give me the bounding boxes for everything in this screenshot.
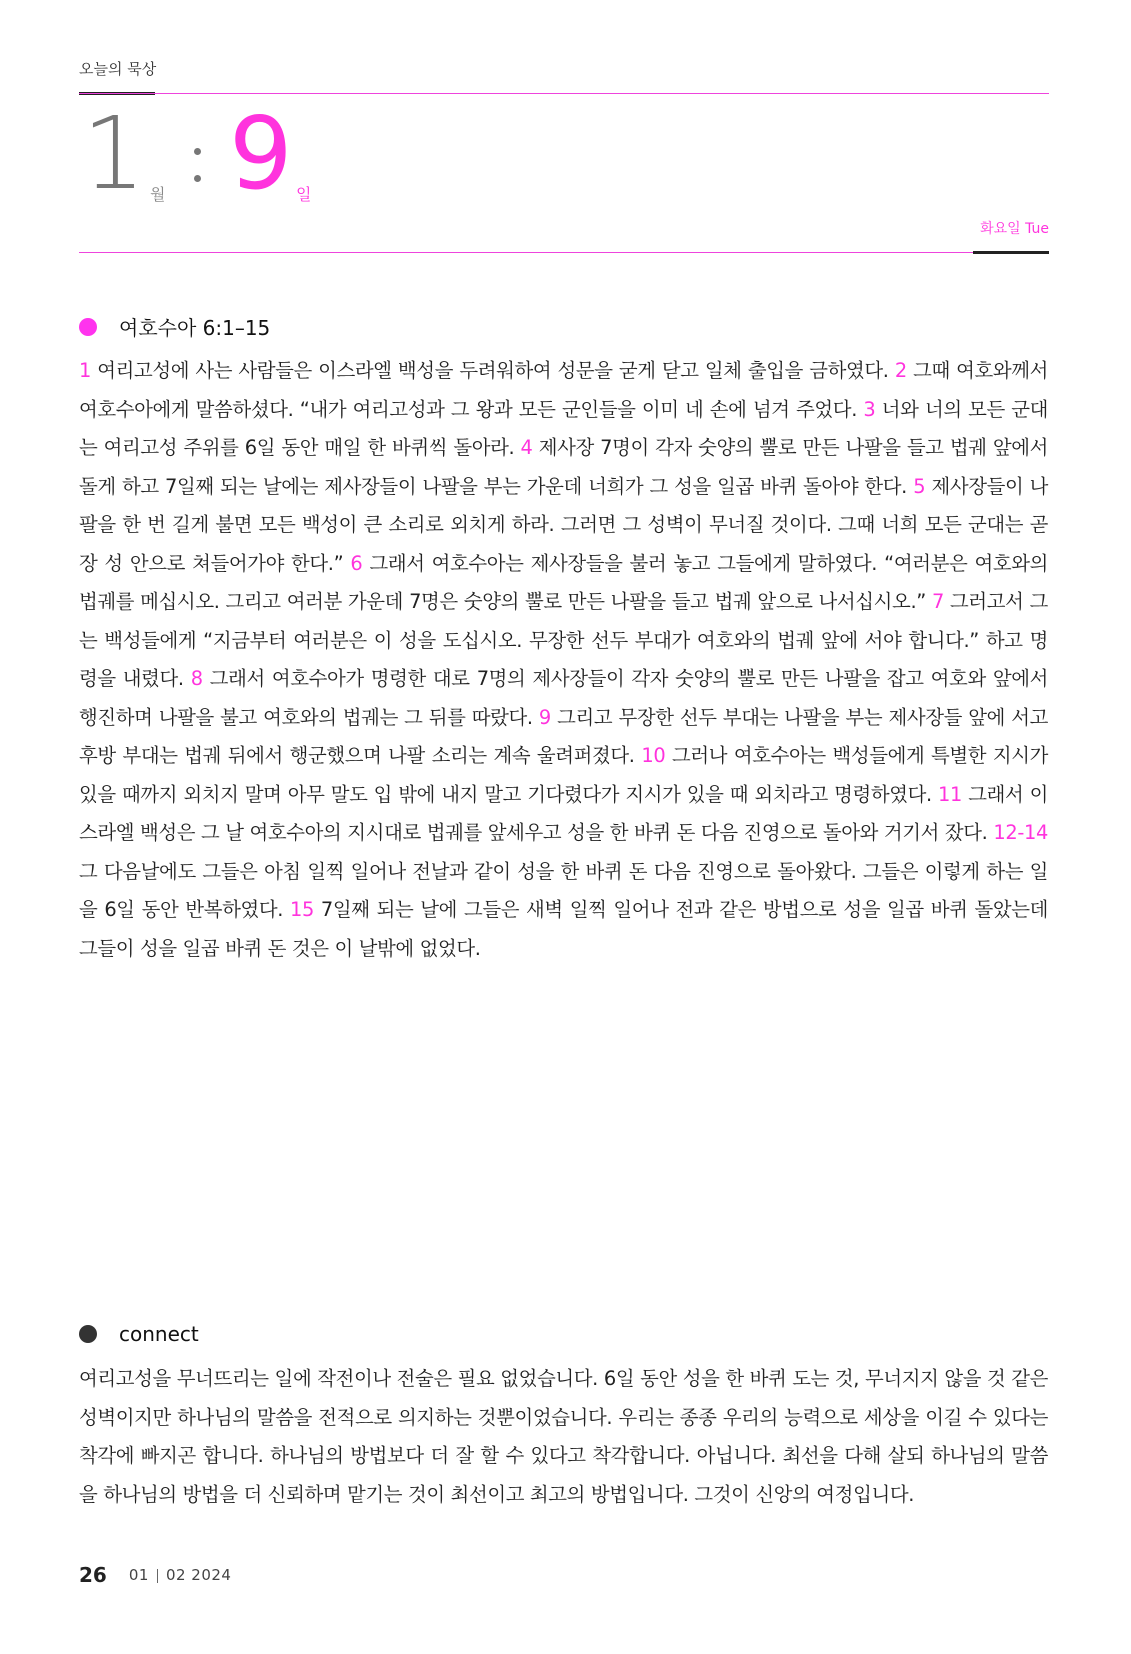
connect-heading — [79, 1322, 199, 1346]
bullet-icon — [79, 1325, 97, 1343]
verse-text: 그래서 여호수아가 명령한 대로 7명의 제사장들이 각자 숫양의 뿔로 만든 나팔을 잡고 여호와 앞에서 행진하며 나팔을 불고 여호와의 법궤는 그 뒤를 따랐다. — [79, 667, 1048, 729]
issue-divider — [157, 1569, 158, 1583]
section-label: 오늘의 묵상 — [79, 60, 157, 78]
verse-number: 9 — [538, 705, 551, 729]
verse-text: 그러고서 그는 백성들에게 “지금부터 여러분은 이 성을 도십시오. 무장한 선두 부대가 여호와의 법궤 앞에 서야 합니다.” 하고 명령을 내렸다. — [79, 590, 1048, 690]
issue-month: 01 — [128, 1566, 149, 1584]
verse-number: 12-14 — [993, 821, 1048, 844]
verse-text: 제사장 7명이 각자 숫양의 뿔로 만든 나팔을 들고 법궤 앞에서 돌게 하고 7일째 되는 날에는 제사장들이 나팔을 부는 가운데 너희가 그 성을 일곱 바퀴 돌아야 한다. — [79, 436, 1048, 498]
verse-text: 7일째 되는 날에 그들은 새벽 일찍 일어나 전과 같은 방법으로 성을 일곱 바퀴 돌았는데 그들이 성을 일곱 바퀴 돈 것은 이 날밖에 없었다. — [79, 898, 1048, 960]
verse-text: 여리고성에 사는 사람들은 이스라엘 백성을 두려워하여 성문을 굳게 닫고 일체 출입을 금하였다. — [97, 359, 889, 382]
verse-number: 15 — [289, 898, 314, 921]
verse-text: 그리고 무장한 선두 부대는 나팔을 부는 제사장들 앞에 서고 후방 부대는 법궤 뒤에서 행군했으며 나팔 소리는 계속 울려퍼졌다. — [79, 705, 1048, 767]
verse-number: 7 — [931, 590, 944, 613]
verse-number: 6 — [350, 551, 363, 575]
verse-number: 1 — [79, 359, 91, 382]
issue-date: 02 2024 — [165, 1566, 232, 1584]
scripture-passage — [79, 352, 1048, 968]
weekday-label: 화요일 Tue — [980, 221, 1049, 237]
verse-text: 제사장들이 나팔을 한 번 길게 불면 모든 백성이 큰 소리로 외치게 하라. 그러면 그 성벽이 무너질 것이다. 그때 너희 모든 군대는 곧장 성 안으로 쳐들어가야 한다.” — [79, 474, 1048, 575]
connect-text: 여리고성을 무너뜨리는 일에 작전이나 전술은 필요 없었습니다. 6일 동안 성을 한 바퀴 도는 것, 무너지지 않을 것 같은 성벽이지만 하나님의 말씀을 전적으로 의지하는 것뿐이었습니다. 우리는 종종 우리의 능력으로 세상을 이길 수 있다는 착각에 빠지곤 합니다. 하나님의 방법보다 더 잘 할 수 있다고 착각합니다. 아닙니다. 최선을 다해 살되 하나님의 말씀을 하나님의 방법을 더 신뢰하며 맡기는 것이 최선이고 최고의 방법입니다. 그것이 신앙의 여정입니다. — [79, 1367, 1048, 1506]
page-footer — [79, 1563, 231, 1587]
scripture-reference: 여호수아 6:1–15 — [119, 316, 271, 340]
issue-info — [129, 1566, 232, 1584]
verse-number: 2 — [894, 359, 907, 382]
scripture-heading — [79, 312, 270, 341]
date-day: 9 — [229, 95, 293, 212]
verse-text: 그 다음날에도 그들은 아침 일찍 일어나 전날과 같이 성을 한 바퀴 돈 다음 진영으로 돌아왔다. 그들은 이렇게 하는 일을 6일 동안 반복하였다. — [79, 859, 1048, 921]
colon-separator — [194, 148, 200, 202]
verse-text: 너와 너의 모든 군대는 여리고성 주위를 6일 동안 매일 한 바퀴씩 돌아라. — [79, 397, 1048, 459]
connect-title: connect — [119, 1322, 199, 1346]
verse-text: 그래서 여호수아는 제사장들을 불러 놓고 그들에게 말하였다. “여러분은 여호와의 법궤를 메십시오. 그리고 여러분 가운데 7명은 숫양의 뿔로 만든 나팔을 들고 법궤 앞으로 나서십시오.” — [79, 551, 1048, 613]
verse-number: 11 — [938, 782, 963, 806]
date-rule-accent — [973, 251, 1049, 254]
verse-number: 4 — [520, 436, 533, 459]
verse-number: 3 — [863, 397, 876, 421]
page-number: 26 — [79, 1563, 107, 1587]
verse-text: 그래서 이스라엘 백성은 그 날 여호수아의 지시대로 법궤를 앞세우고 성을 한 바퀴 돈 다음 진영으로 돌아와 거기서 잤다. — [79, 782, 1048, 844]
verse-text: 그러나 여호수아는 백성들에게 특별한 지시가 있을 때까지 외치지 말며 아무 말도 입 밖에 내지 말고 기다렸다가 지시가 있을 때 외치라고 명령하였다. — [79, 744, 1049, 806]
verse-number: 5 — [913, 474, 926, 498]
day-unit: 일 — [296, 185, 312, 204]
verse-number: 10 — [641, 744, 666, 767]
verse-text: 그때 여호와께서 여호수아에게 말씀하셨다. “내가 여리고성과 그 왕과 모든 군인들을 이미 네 손에 넘겨 주었다. — [79, 359, 1048, 421]
header-rule — [79, 93, 1049, 94]
bullet-icon — [79, 318, 97, 336]
date-month: 1 — [82, 95, 146, 212]
month-unit: 월 — [150, 185, 166, 204]
date-rule — [79, 252, 1049, 253]
verse-number: 8 — [190, 667, 203, 690]
